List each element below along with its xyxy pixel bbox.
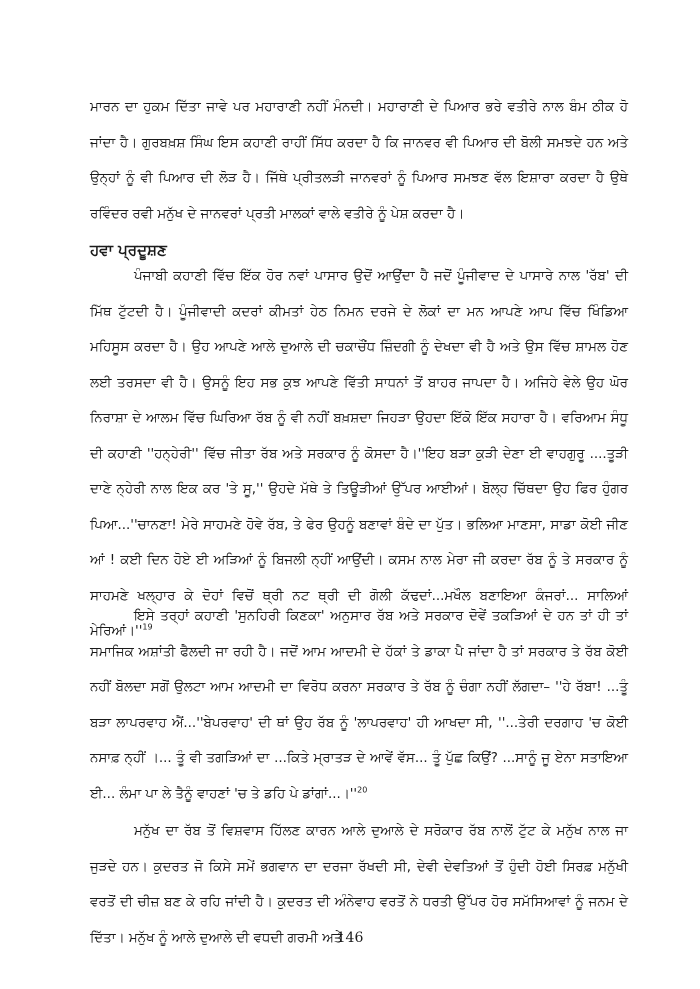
body-text-section-1 [90, 90, 628, 232]
paragraph-4: ਮਨੁੱਖ ਦਾ ਰੱਬ ਤੋਂ ਵਿਸ਼ਵਾਸ ਹਿੱਲਣ ਕਾਰਨ ਆਲੇ ਦੁਆਲੇ ਦੇ ਸਰੋਕਾਰ ਰੱਬ ਨਾਲੋਂ ਟੁੱਟ ਕੇ ਮਨੁੱਖ ਨਾਲ ਜਾ ਜੁੜਦੇ ਹਨ। ਕੁਦਰਤ ਜੋ ਕਿਸੇ ਸਮੇਂ ਭਗਵਾਨ ਦਾ ਦਰਜਾ ਰੱਖਦੀ ਸੀ, ਦੇਵੀ ਦੇਵਤਿਆਂ ਤੋਂ ਹੁੰਦੀ ਹੋਈ ਸਿਰਫ਼ ਮਨੁੱਖੀ ਵਰਤੋਂ ਦੀ ਚੀਜ਼ ਬਣ ਕੇ ਰਹਿ ਜਾਂਦੀ ਹੈ। ਕੁਦਰਤ ਦੀ ਅੰਨੇਵਾਹ ਵਰਤੋਂ ਨੇ ਧਰਤੀ ਉੱਪਰ ਹੋਰ ਸਮੱਸਿਆਵਾਂ ਨੂੰ ਜਨਮ ਦੇ ਦਿੱਤਾ। ਮਨੁੱਖ ਨੂੰ ਆਲੇ ਦੁਆਲੇ ਦੀ ਵਧਦੀ ਗਰਮੀ ਅਤੇ [90, 824, 628, 946]
body-text-section-3 [90, 599, 628, 812]
paragraph-3 [90, 599, 628, 812]
paragraph-2 [90, 259, 628, 650]
paragraph-2-text: ਪੰਜਾਬੀ ਕਹਾਣੀ ਵਿੱਚ ਇੱਕ ਹੋਰ ਨਵਾਂ ਪਾਸਾਰ ਉਦੋਂ ਆਉਂਦਾ ਹੈ ਜਦੋਂ ਪੂੰਜੀਵਾਦ ਦੇ ਪਾਸਾਰੇ ਨਾਲ 'ਰੱਬ' ਦੀ ਮਿੱਥ ਟੁੱਟਦੀ ਹੈ। ਪੂੰਜੀਵਾਦੀ ਕਦਰਾਂ ਕੀਮਤਾਂ ਹੇਠ ਨਿਮਨ ਦਰਜੇ ਦੇ ਲੋਕਾਂ ਦਾ ਮਨ ਆਪਣੇ ਆਪ ਵਿੱਚ ਖਿੰਡਿਆ ਮਹਿਸੂਸ ਕਰਦਾ ਹੈ। ਉਹ ਆਪਣੇ ਆਲੇ ਦੁਆਲੇ ਦੀ ਚਕਾਚੌਂਧ ਜ਼ਿੰਦਗੀ ਨੂੰ ਦੇਖਦਾ ਵੀ ਹੈ ਅਤੇ ਉਸ ਵਿੱਚ ਸ਼ਾਮਲ ਹੋਣ ਲਈ ਤਰਸਦਾ ਵੀ ਹੈ। ਉਸਨੂੰ ਇਹ ਸਭ ਕੁਝ ਆਪਣੇ ਵਿੱਤੀ ਸਾਧਨਾਂ ਤੋਂ ਬਾਹਰ ਜਾਪਦਾ ਹੈ। ਅਜਿਹੇ ਵੇਲੇ ਉਹ ਘੋਰ ਨਿਰਾਸ਼ਾ ਦੇ ਆਲਮ ਵਿੱਚ ਘਿਰਿਆ ਰੱਬ ਨੂੰ ਵੀ ਨਹੀਂ ਬਖ਼ਸ਼ਦਾ ਜਿਹੜਾ ਉਹਦਾ ਇੱਕੋ ਇੱਕ ਸਹਾਰਾ ਹੈ। ਵਰਿਆਮ ਸੰਧੂ ਦੀ ਕਹਾਣੀ ''ਹਨ੍ਹੇਰੀ'' ਵਿੱਚ ਜੀਤਾ ਰੱਬ ਅਤੇ ਸਰਕਾਰ ਨੂੰ ਕੋਸਦਾ ਹੈ।''ਇਹ ਬੜਾ ਕੁੜੀ ਦੇਣਾ ਈ ਵਾਹਗੁਰੂ ....ਤੂੜੀ ਦਾਣੇ ਨ੍ਹੇਰੀ ਨਾਲ ਇਕ ਕਰ 'ਤੇ ਸੂ,'' ਉਹਦੇ ਮੱਥੇ ਤੇ ਤਿਊੜੀਆਂ ਉੱਪਰ ਆਈਆਂ। ਬੋਲ੍ਹ ਚਿੱਥਦਾ ਉਹ ਫਿਰ ਹੁੰਗਰ ਪਿਆ...''ਚਾਨਣਾ! ਮੇਰੇ ਸਾਹਮਣੇ ਹੋਵੇ ਰੱਬ, ਤੇ ਫੇਰ ਉਹਨੂੰ ਬਣਾਵਾਂ ਬੰਦੇ ਦਾ ਪੁੱਤ। ਭਲਿਆ ਮਾਣਸਾ, ਸਾਡਾ ਕੋਈ ਜੀਣ ਆਂ ! ਕਈ ਦਿਨ ਹੋਏ ਈ ਅੜਿਆਂ ਨੂੰ ਬਿਜਲੀ ਨ੍ਹੀਂ ਆਉਂਦੀ। ਕਸਮ ਨਾਲ ਮੇਰਾ ਜੀ ਕਰਦਾ ਰੱਬ ਨੂੰ ਤੇ ਸਰਕਾਰ ਨੂੰ ਸਾਹਮਣੇ ਖਲ੍ਹਾਰ ਕੇ ਦੋਹਾਂ ਵਿਚੋਂ ਥ੍ਰੀ ਨਟ ਥ੍ਰੀ ਦੀ ਗੋਲੀ ਕੱਢਦਾਂ...ਮਖੌਲ ਬਣਾਇਆ ਕੰਜਰਾਂ... ਸਾਲਿਆਂ ਮੇਰਿਆਂ।'' [90, 269, 628, 639]
body-text-section-2 [90, 259, 628, 650]
footnote-ref-20: 20 [357, 785, 368, 795]
footnote-ref-19: 19 [142, 622, 153, 632]
paragraph-1: ਮਾਰਨ ਦਾ ਹੁਕਮ ਦਿੱਤਾ ਜਾਵੇ ਪਰ ਮਹਾਰਾਣੀ ਨਹੀਂ ਮੰਨਦੀ। ਮਹਾਰਾਣੀ ਦੇ ਪਿਆਰ ਭਰੇ ਵਤੀਰੇ ਨਾਲ ਬੰਮ ਠੀਕ ਹੋ ਜਾਂਦਾ ਹੈ। ਗੁਰਬਖ਼ਸ਼ ਸਿੰਘ ਇਸ ਕਹਾਣੀ ਰਾਹੀਂ ਸਿੱਧ ਕਰਦਾ ਹੈ ਕਿ ਜਾਨਵਰ ਵੀ ਪਿਆਰ ਦੀ ਬੋਲੀ ਸਮਝਦੇ ਹਨ ਅਤੇ ਉਨ੍ਹਾਂ ਨੂੰ ਵੀ ਪਿਆਰ ਦੀ ਲੋੜ ਹੈ। ਜਿੱਥੇ ਪ੍ਰੀਤਲੜੀ ਜਾਨਵਰਾਂ ਨੂੰ ਪਿਆਰ ਸਮਝਣ ਵੱਲ ਇਸ਼ਾਰਾ ਕਰਦਾ ਹੈ ਉਥੇ ਰਵਿੰਦਰ ਰਵੀ ਮਨੁੱਖ ਦੇ ਜਾਨਵਰਾਂ ਪ੍ਰਤੀ ਮਾਲਕਾਂ ਵਾਲੇ ਵਤੀਰੇ ਨੂੰ ਪੇਸ਼ ਕਰਦਾ ਹੈ। [90, 100, 628, 222]
paragraph-3-text: ਇਸੇ ਤਰ੍ਹਾਂ ਕਹਾਣੀ 'ਸੁਨਹਿਰੀ ਕਿਣਕਾ' ਅਨੁਸਾਰ ਰੱਬ ਅਤੇ ਸਰਕਾਰ ਦੋਵੇਂ ਤਕੜਿਆਂ ਦੇ ਹਨ ਤਾਂ ਹੀ ਤਾਂ ਸਮਾਜਿਕ ਅਸ਼ਾਂਤੀ ਫੈਲਦੀ ਜਾ ਰਹੀ ਹੈ। ਜਦੋਂ ਆਮ ਆਦਮੀ ਦੇ ਹੱਕਾਂ ਤੇ ਡਾਕਾ ਪੈ ਜਾਂਦਾ ਹੈ ਤਾਂ ਸਰਕਾਰ ਤੇ ਰੱਬ ਕੋਈ ਨਹੀਂ ਬੋਲਦਾ ਸਗੋਂ ਉਲਟਾ ਆਮ ਆਦਮੀ ਦਾ ਵਿਰੋਧ ਕਰਨਾ ਸਰਕਾਰ ਤੇ ਰੱਬ ਨੂੰ ਚੰਗਾ ਨਹੀਂ ਲੱਗਦਾ– ''ਹੇ ਰੱਬਾ! ...ਤੂੰ ਬੜਾ ਲਾਪਰਵਾਹ ਐਂ...''ਬੇਪਰਵਾਹ' ਦੀ ਥਾਂ ਉਹ ਰੱਬ ਨੂੰ 'ਲਾਪਰਵਾਹ' ਹੀ ਆਖਦਾ ਸੀ, ''...ਤੇਰੀ ਦਰਗਾਹ 'ਚ ਕੋਈ ਨਸਾਫ਼ ਨ੍ਹੀਂ ।... ਤੂੰ ਵੀ ਤਗੜਿਆਂ ਦਾ ...ਕਿਤੇ ਮ੍ਰਾਤੜ ਦੇ ਆਵੇਂ ਵੱਸ... ਤੂੰ ਪੁੱਛ ਕਿਉਂ? ...ਸਾਨੂੰ ਜੂ ਏਨਾ ਸਤਾਇਆ ਈ... ਲੰਮਾ ਪਾ ਲੇ ਤੈਨੂੰ ਵਾਹਣਾਂ 'ਚ ਤੇ ਡਹਿ ਪੇ ਡਾਂਗਾਂ...।'' [90, 609, 628, 802]
section-heading: ਹਵਾ ਪ੍ਰਦੂਸ਼ਣ [90, 241, 167, 259]
page-number: 146 [336, 930, 364, 946]
